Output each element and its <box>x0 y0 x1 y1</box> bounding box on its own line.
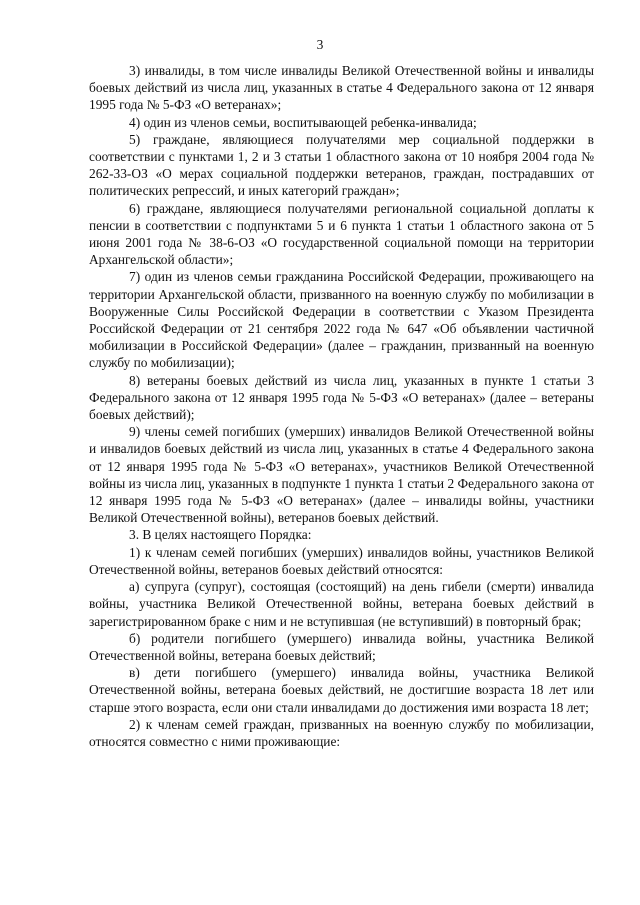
paragraph-item-5-social-support: 5) граждане, являющиеся получателями мер социальной поддержки в соответствии с пунктами 1, 2 и 3 статьи 1 областного закона от 10 ноября 2004 года № 262-33-ОЗ «О мерах социальной поддержки ветеранов, граждан, пострадавших от политических репрессий, и иных категорий граждан»; <box>89 131 594 199</box>
paragraph-subitem-v-children: в) дети погибшего (умершего) инвалида войны, участника Великой Отечественной войны, ветерана боевых действий, не достигшие возраста 18 лет или старше этого возраста, если они стали инвалидами до достижения ими возраста 18 лет; <box>89 665 594 715</box>
paragraph-subitem-a-spouse: а) супруга (супруг), состоящая (состоящий) на день гибели (смерти) инвалида войны, участника Великой Отечественной войны, ветерана боевых действий в зарегистрированном браке с ним и не вступившая (не вступивший) в повторный брак; <box>89 579 594 629</box>
document-body <box>89 62 594 750</box>
paragraph-section-3-heading: 3. В целях настоящего Порядка: <box>129 527 312 543</box>
paragraph-item-9-families-of-deceased: 9) члены семей погибших (умерших) инвалидов Великой Отечественной войны и инвалидов боевых действий из числа лиц, указанных в статье 4 Федерального закона от 12 января 1995 года № 5-ФЗ «О ветеранах», участников Великой Отечественной войны из числа лиц, указанных в подпункте 1 пункта 1 статьи 2 Федерального закона от 12 января 1995 года № 5-ФЗ «О ветеранах» (далее – инвалиды войны, участники Великой Отечественной войны), ветеранов боевых действий. <box>89 424 594 526</box>
page-number: 3 <box>316 37 324 52</box>
paragraph-item-6-pension-supplement: 6) граждане, являющиеся получателями региональной социальной доплаты к пенсии в соответствии с подпунктами 5 и 6 пункта 1 статьи 1 областного закона от 5 июня 2001 года № 38-6-ОЗ «О государственной социальной помощи на территории Архангельской области»; <box>89 200 594 268</box>
paragraph-item-8-combat-veterans: 8) ветераны боевых действий из числа лиц, указанных в пункте 1 статьи 3 Федерального закона от 12 января 1995 года № 5-ФЗ «О ветеранах» (далее – ветераны боевых действий); <box>89 372 594 423</box>
paragraph-item-3-invalids: 3) инвалиды, в том числе инвалиды Великой Отечественной войны и инвалиды боевых действий из числа лиц, указанных в статье 4 Федерального закона от 12 января 1995 года № 5-ФЗ «О ветеранах»; <box>89 63 594 113</box>
paragraph-item-4-family-disabled-child: 4) один из членов семьи, воспитывающей ребенка-инвалида; <box>129 114 477 130</box>
paragraph-subitem-1-family-members: 1) к членам семей погибших (умерших) инвалидов войны, участников Великой Отечественной войны, ветеранов боевых действий относятся: <box>89 544 594 577</box>
paragraph-item-7-mobilized-family: 7) один из членов семьи гражданина Российской Федерации, проживающего на территории Архангельской области, призванного на военную службу по мобилизации в Вооруженные Силы Российской Федерации в соответствии с Указом Президента Российской Федерации от 21 сентября 2022 года № 647 «Об объявлении частичной мобилизации в Российской Федерации» (далее – гражданин, призванный на военную службу по мобилизации); <box>89 269 594 371</box>
paragraph-subitem-b-parents: б) родители погибшего (умершего) инвалида войны, участника Великой Отечественной войны, ветерана боевых действий; <box>89 630 594 663</box>
paragraph-subitem-2-mobilized-families: 2) к членам семей граждан, призванных на военную службу по мобилизации, относятся совместно с ними проживающие: <box>89 716 594 749</box>
